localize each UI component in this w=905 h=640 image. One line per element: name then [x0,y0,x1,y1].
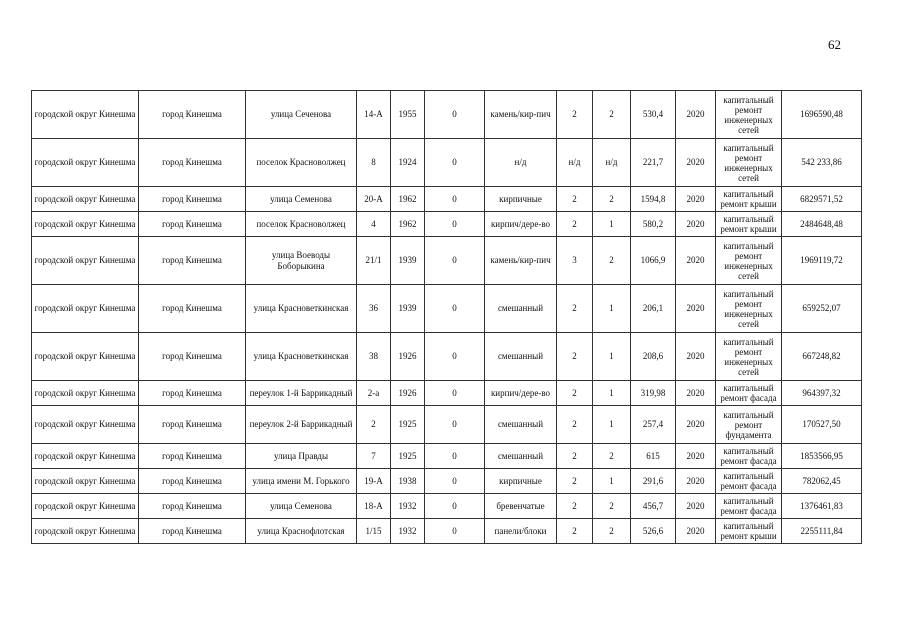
work-type-cell: капитальный ремонт фундамента [716,406,782,444]
floors-cell: 2 [557,494,593,519]
page-number: 62 [828,37,841,52]
year-built-cell: 1925 [391,406,425,444]
work-type-cell: капитальный ремонт фасада [716,381,782,406]
plan-year-cell: 2020 [676,237,716,285]
house-number-cell: 2-а [357,381,391,406]
area-cell: 208,6 [631,333,676,381]
house-number-cell: 19-А [357,469,391,494]
commissioning-cell: 0 [425,237,485,285]
table-row [32,406,862,444]
cost-cell: 1853566,95 [782,444,862,469]
settlement-cell: город Кинешма [139,139,246,187]
commissioning-cell: 0 [425,444,485,469]
plan-year-cell: 2020 [676,91,716,139]
year-built-cell: 1924 [391,139,425,187]
street-cell: переулок 2-й Баррикадный [246,406,357,444]
street-cell: улица Красноветкинская [246,285,357,333]
municipality-cell: городской округ Кинешма [32,187,139,212]
settlement-cell: город Кинешма [139,444,246,469]
area-cell: 456,7 [631,494,676,519]
year-built-cell: 1925 [391,444,425,469]
work-type-cell: капитальный ремонт инженерных сетей [716,91,782,139]
work-type-cell: капитальный ремонт крыши [716,187,782,212]
house-number-cell: 20-А [357,187,391,212]
work-type-cell: капитальный ремонт инженерных сетей [716,237,782,285]
settlement-cell: город Кинешма [139,519,246,544]
year-built-cell: 1962 [391,212,425,237]
entrances-cell: 1 [593,333,631,381]
commissioning-cell: 0 [425,494,485,519]
area-cell: 1594,8 [631,187,676,212]
year-built-cell: 1962 [391,187,425,212]
house-number-cell: 7 [357,444,391,469]
year-built-cell: 1932 [391,494,425,519]
entrances-cell: 1 [593,469,631,494]
municipality-cell: городской округ Кинешма [32,285,139,333]
plan-year-cell: 2020 [676,187,716,212]
settlement-cell: город Кинешма [139,469,246,494]
table-row [32,237,862,285]
floors-cell: 2 [557,469,593,494]
table-row [32,494,862,519]
floors-cell: 2 [557,212,593,237]
area-cell: 319,98 [631,381,676,406]
street-cell: улица Краснофлотская [246,519,357,544]
cost-cell: 170527,50 [782,406,862,444]
year-built-cell: 1955 [391,91,425,139]
cost-cell: 782062,45 [782,469,862,494]
entrances-cell: 1 [593,285,631,333]
year-built-cell: 1932 [391,519,425,544]
floors-cell: 2 [557,381,593,406]
cost-cell: 6829571,52 [782,187,862,212]
table-row [32,139,862,187]
table-row [32,333,862,381]
cost-cell: 1696590,48 [782,91,862,139]
cost-cell: 2484648,48 [782,212,862,237]
table-row [32,519,862,544]
plan-year-cell: 2020 [676,406,716,444]
entrances-cell: 2 [593,519,631,544]
municipality-cell: городской округ Кинешма [32,494,139,519]
house-number-cell: 21/1 [357,237,391,285]
floors-cell: 2 [557,519,593,544]
street-cell: улица Сеченова [246,91,357,139]
municipality-cell: городской округ Кинешма [32,406,139,444]
year-built-cell: 1939 [391,237,425,285]
street-cell: улица Правды [246,444,357,469]
wall-material-cell: панели/блоки [485,519,557,544]
commissioning-cell: 0 [425,333,485,381]
plan-year-cell: 2020 [676,212,716,237]
wall-material-cell: кирпичные [485,469,557,494]
table-row [32,444,862,469]
area-cell: 291,6 [631,469,676,494]
plan-year-cell: 2020 [676,139,716,187]
street-cell: поселок Красноволжец [246,139,357,187]
street-cell: улица Красноветкинская [246,333,357,381]
street-cell: улица Семенова [246,494,357,519]
wall-material-cell: смешанный [485,406,557,444]
municipality-cell: городской округ Кинешма [32,333,139,381]
area-cell: 257,4 [631,406,676,444]
cost-cell: 964397,32 [782,381,862,406]
wall-material-cell: н/д [485,139,557,187]
commissioning-cell: 0 [425,519,485,544]
street-cell: улица Семенова [246,187,357,212]
entrances-cell: 2 [593,444,631,469]
house-number-cell: 36 [357,285,391,333]
floors-cell: 2 [557,285,593,333]
cost-cell: 2255111,84 [782,519,862,544]
municipality-cell: городской округ Кинешма [32,212,139,237]
entrances-cell: 1 [593,406,631,444]
cost-cell: 542 233,86 [782,139,862,187]
area-cell: 1066,9 [631,237,676,285]
cost-cell: 1376461,83 [782,494,862,519]
work-type-cell: капитальный ремонт фасада [716,469,782,494]
house-number-cell: 4 [357,212,391,237]
work-type-cell: капитальный ремонт крыши [716,212,782,237]
commissioning-cell: 0 [425,285,485,333]
work-type-cell: капитальный ремонт инженерных сетей [716,285,782,333]
plan-year-cell: 2020 [676,469,716,494]
cost-cell: 1969119,72 [782,237,862,285]
plan-year-cell: 2020 [676,494,716,519]
table-row [32,285,862,333]
municipality-cell: городской округ Кинешма [32,444,139,469]
floors-cell: 2 [557,333,593,381]
year-built-cell: 1939 [391,285,425,333]
cost-cell: 667248,82 [782,333,862,381]
entrances-cell: 2 [593,187,631,212]
entrances-cell: н/д [593,139,631,187]
table-body [32,91,862,544]
house-number-cell: 14-А [357,91,391,139]
municipality-cell: городской округ Кинешма [32,237,139,285]
wall-material-cell: бревенчатые [485,494,557,519]
settlement-cell: город Кинешма [139,237,246,285]
year-built-cell: 1926 [391,333,425,381]
municipality-cell: городской округ Кинешма [32,519,139,544]
wall-material-cell: кирпич/дере-во [485,381,557,406]
area-cell: 615 [631,444,676,469]
table-row [32,187,862,212]
wall-material-cell: камень/кир-пич [485,91,557,139]
area-cell: 580,2 [631,212,676,237]
wall-material-cell: кирпич/дере-во [485,212,557,237]
commissioning-cell: 0 [425,139,485,187]
entrances-cell: 2 [593,494,631,519]
house-number-cell: 38 [357,333,391,381]
commissioning-cell: 0 [425,91,485,139]
entrances-cell: 1 [593,381,631,406]
settlement-cell: город Кинешма [139,187,246,212]
plan-year-cell: 2020 [676,381,716,406]
settlement-cell: город Кинешма [139,212,246,237]
work-type-cell: капитальный ремонт крыши [716,519,782,544]
commissioning-cell: 0 [425,212,485,237]
commissioning-cell: 0 [425,187,485,212]
street-cell: улица Воеводы Боборыкина [246,237,357,285]
year-built-cell: 1926 [391,381,425,406]
house-number-cell: 2 [357,406,391,444]
work-type-cell: капитальный ремонт инженерных сетей [716,139,782,187]
settlement-cell: город Кинешма [139,333,246,381]
municipality-cell: городской округ Кинешма [32,91,139,139]
table-row [32,212,862,237]
floors-cell: 2 [557,444,593,469]
house-number-cell: 18-А [357,494,391,519]
settlement-cell: город Кинешма [139,91,246,139]
wall-material-cell: камень/кир-пич [485,237,557,285]
work-type-cell: капитальный ремонт фасада [716,444,782,469]
wall-material-cell: кирпичные [485,187,557,212]
cost-cell: 659252,07 [782,285,862,333]
plan-year-cell: 2020 [676,333,716,381]
entrances-cell: 2 [593,237,631,285]
area-cell: 526,6 [631,519,676,544]
municipality-cell: городской округ Кинешма [32,139,139,187]
commissioning-cell: 0 [425,381,485,406]
floors-cell: 2 [557,91,593,139]
house-number-cell: 8 [357,139,391,187]
floors-cell: 2 [557,406,593,444]
area-cell: 530,4 [631,91,676,139]
plan-year-cell: 2020 [676,285,716,333]
street-cell: переулок 1-й Баррикадный [246,381,357,406]
floors-cell: 3 [557,237,593,285]
work-type-cell: капитальный ремонт инженерных сетей [716,333,782,381]
entrances-cell: 1 [593,212,631,237]
area-cell: 221,7 [631,139,676,187]
plan-year-cell: 2020 [676,519,716,544]
commissioning-cell: 0 [425,469,485,494]
entrances-cell: 2 [593,91,631,139]
wall-material-cell: смешанный [485,333,557,381]
street-cell: улица имени М. Горького [246,469,357,494]
work-type-cell: капитальный ремонт фасада [716,494,782,519]
wall-material-cell: смешанный [485,285,557,333]
floors-cell: н/д [557,139,593,187]
commissioning-cell: 0 [425,406,485,444]
floors-cell: 2 [557,187,593,212]
settlement-cell: город Кинешма [139,381,246,406]
settlement-cell: город Кинешма [139,285,246,333]
table-row [32,381,862,406]
street-cell: поселок Красноволжец [246,212,357,237]
municipality-cell: городской округ Кинешма [32,469,139,494]
table-row [32,91,862,139]
table-row [32,469,862,494]
plan-year-cell: 2020 [676,444,716,469]
area-cell: 206,1 [631,285,676,333]
municipality-cell: городской округ Кинешма [32,381,139,406]
house-number-cell: 1/15 [357,519,391,544]
year-built-cell: 1938 [391,469,425,494]
settlement-cell: город Кинешма [139,494,246,519]
settlement-cell: город Кинешма [139,406,246,444]
wall-material-cell: смешанный [485,444,557,469]
registry-table [31,90,862,544]
